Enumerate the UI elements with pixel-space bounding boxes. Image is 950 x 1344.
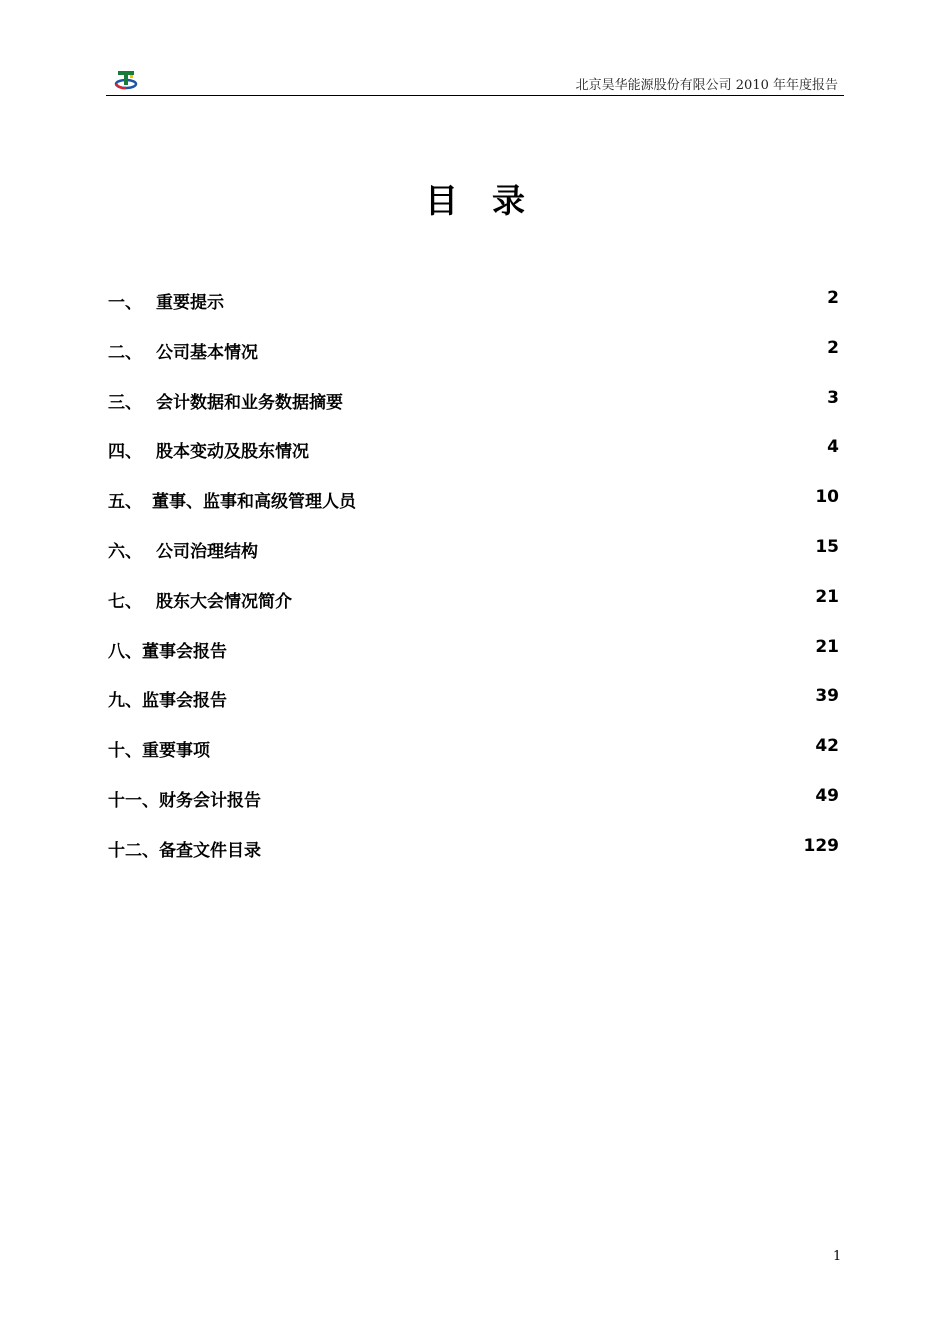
toc-item-label: 股东大会情况简介 bbox=[156, 591, 292, 612]
toc-item-number: 八、 bbox=[108, 641, 142, 662]
toc-item-label: 备查文件目录 bbox=[159, 840, 261, 861]
page-title: 目录 bbox=[425, 181, 559, 220]
toc-item-number: 一、 bbox=[108, 293, 142, 313]
toc-item-label: 会计数据和业务数据摘要 bbox=[156, 392, 343, 413]
toc-item-line bbox=[108, 836, 261, 861]
toc-item[interactable] bbox=[108, 288, 841, 338]
toc-item-number: 十一、 bbox=[108, 790, 159, 811]
toc-item-page: 4 bbox=[827, 437, 839, 458]
toc-item-label: 公司治理结构 bbox=[156, 541, 258, 562]
toc-item-page: 42 bbox=[815, 736, 839, 757]
toc-item[interactable] bbox=[108, 338, 841, 388]
toc-item-number: 六、 bbox=[108, 541, 142, 562]
toc-item-number: 五、 bbox=[108, 492, 142, 513]
toc-item-page: 2 bbox=[827, 337, 839, 358]
toc-item-label: 董事、监事和高级管理人员 bbox=[152, 492, 356, 513]
toc-item-line bbox=[108, 736, 210, 761]
company-logo-icon bbox=[114, 68, 138, 90]
toc-item[interactable] bbox=[108, 836, 841, 886]
toc-item-page: 15 bbox=[815, 536, 839, 557]
page-number: 1 bbox=[833, 1249, 842, 1264]
toc-item-number: 九、 bbox=[108, 691, 142, 712]
toc-item-page: 129 bbox=[803, 835, 839, 856]
toc-item-line bbox=[108, 786, 261, 811]
toc-item[interactable] bbox=[108, 587, 841, 637]
toc-item-page: 21 bbox=[815, 586, 839, 607]
toc-item-label: 公司基本情况 bbox=[156, 342, 258, 363]
toc-item-page: 3 bbox=[827, 387, 839, 408]
report-header-title: 北京昊华能源股份有限公司 2010 年年度报告 bbox=[575, 78, 838, 93]
toc-item[interactable] bbox=[108, 786, 841, 836]
toc-item-number: 四、 bbox=[108, 442, 142, 463]
toc-item-number: 二、 bbox=[108, 342, 142, 363]
toc-item[interactable] bbox=[108, 487, 841, 537]
toc-item-page: 39 bbox=[815, 686, 839, 707]
toc-item[interactable] bbox=[108, 686, 841, 736]
toc-item-label: 股本变动及股东情况 bbox=[156, 442, 309, 463]
table-of-contents bbox=[108, 288, 841, 886]
toc-item-label: 重要事项 bbox=[142, 741, 210, 762]
toc-item-page: 21 bbox=[815, 636, 839, 657]
toc-item-label: 重要提示 bbox=[156, 293, 224, 313]
toc-item-line bbox=[108, 637, 227, 662]
toc-item-number: 三、 bbox=[108, 392, 142, 413]
toc-item-number: 十、 bbox=[108, 741, 142, 762]
page-header bbox=[106, 62, 844, 96]
toc-item-page: 10 bbox=[815, 487, 839, 508]
toc-item-label: 监事会报告 bbox=[142, 691, 227, 712]
toc-item[interactable] bbox=[108, 736, 841, 786]
toc-item-number: 七、 bbox=[108, 591, 142, 612]
toc-item[interactable] bbox=[108, 637, 841, 687]
toc-item-label: 董事会报告 bbox=[142, 641, 227, 662]
toc-item[interactable] bbox=[108, 388, 841, 438]
toc-item[interactable] bbox=[108, 537, 841, 587]
toc-item-page: 2 bbox=[827, 288, 839, 308]
toc-item-page: 49 bbox=[815, 785, 839, 806]
toc-item-label: 财务会计报告 bbox=[159, 790, 261, 811]
toc-item-line bbox=[108, 686, 227, 711]
toc-item-number: 十二、 bbox=[108, 840, 159, 861]
toc-item[interactable] bbox=[108, 437, 841, 487]
